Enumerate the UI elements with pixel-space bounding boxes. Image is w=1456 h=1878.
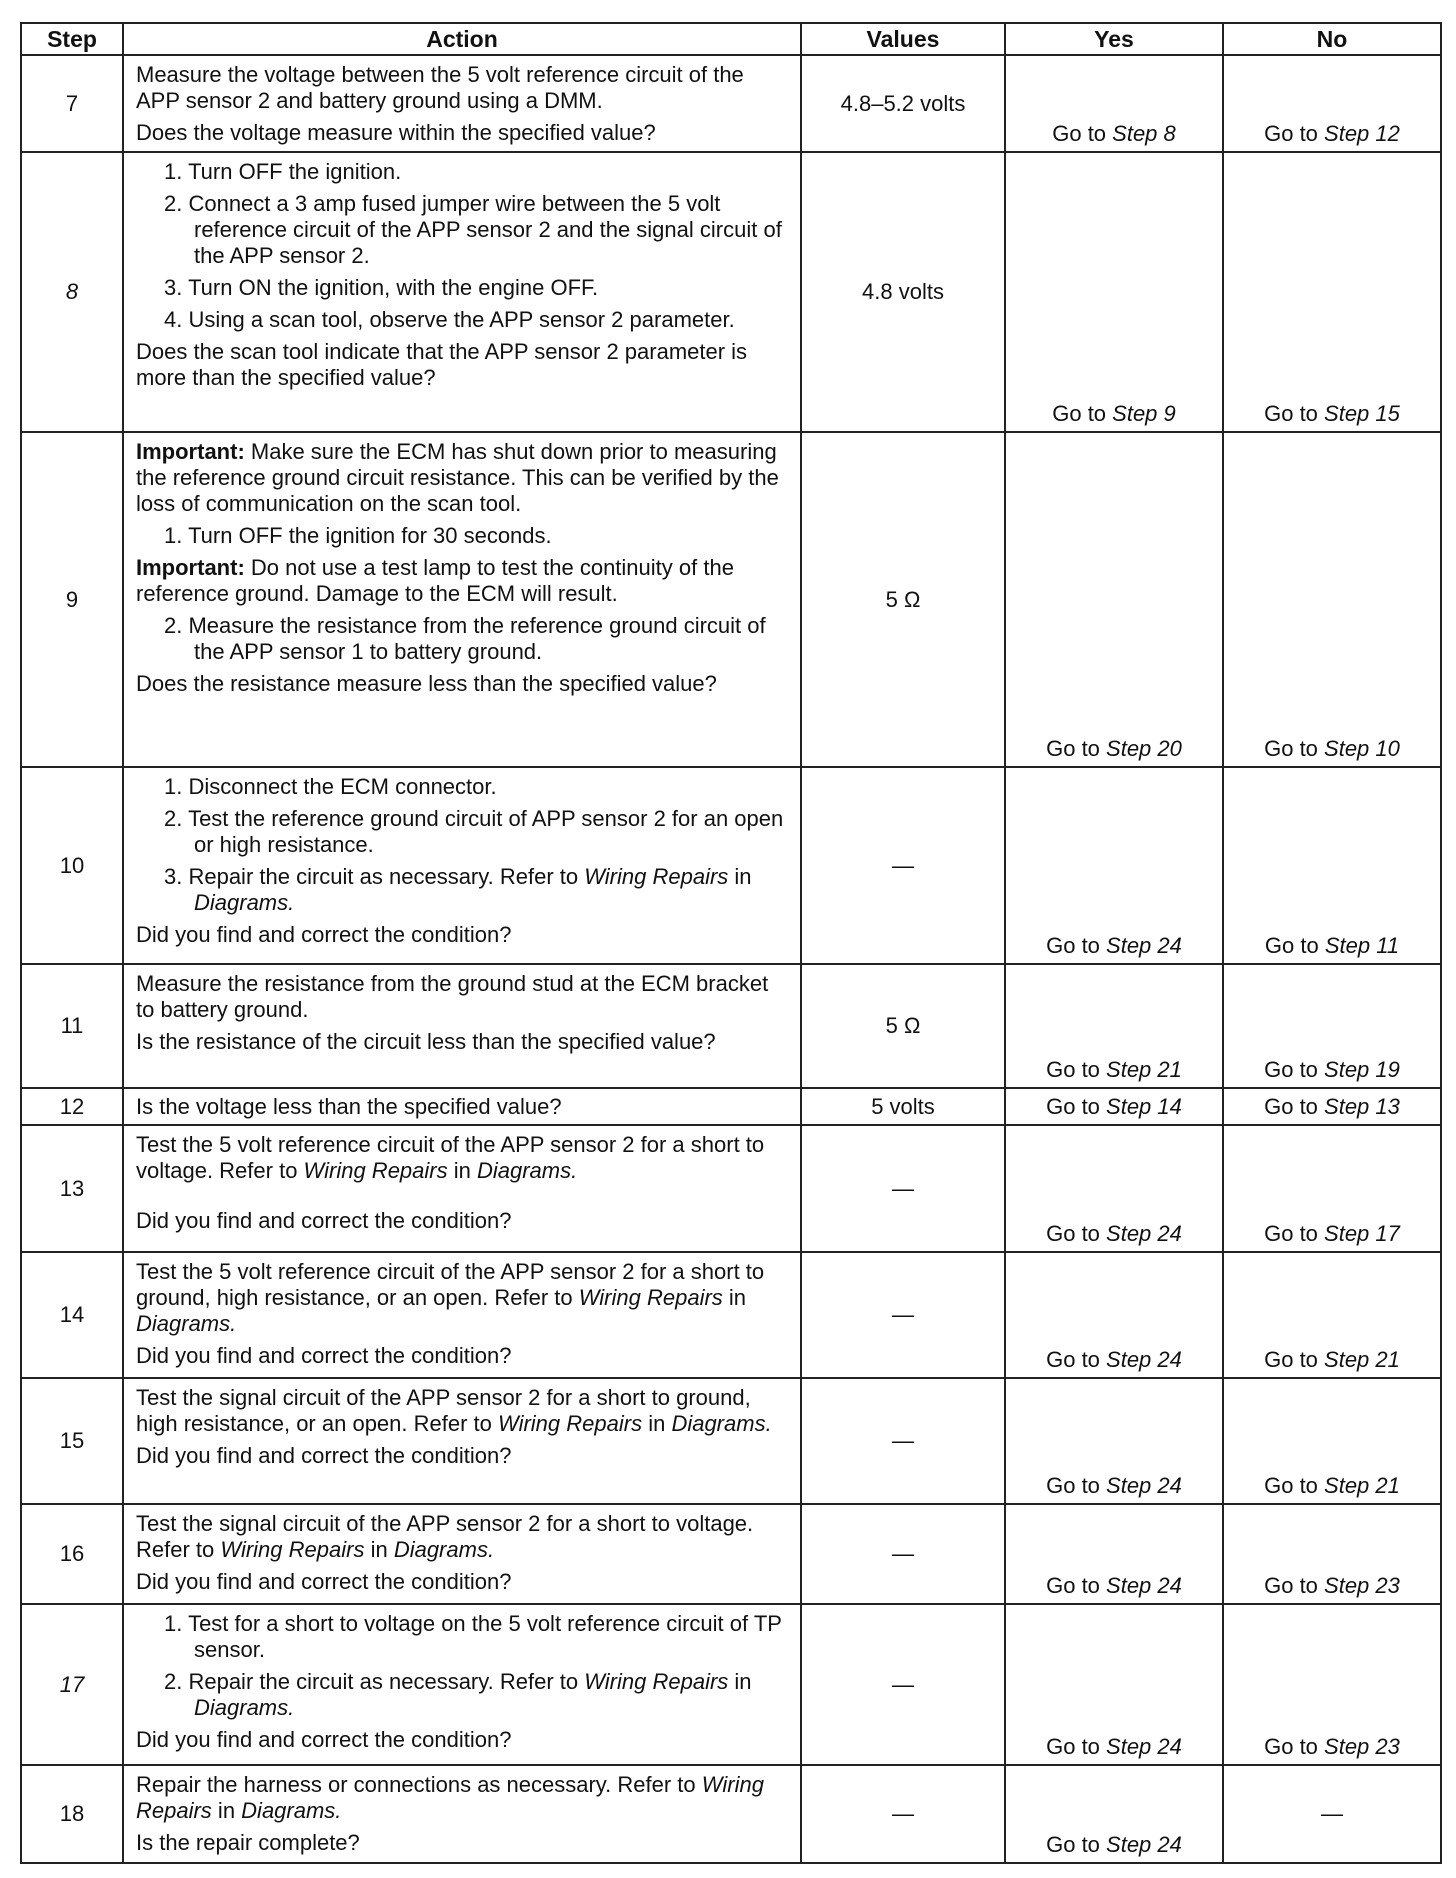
action-cell — [123, 1378, 801, 1504]
header-no: No — [1223, 23, 1441, 55]
table-row-step-13 — [21, 1125, 1441, 1252]
no-step-link: Step 21 — [1324, 1473, 1400, 1498]
step-number: 18 — [21, 1765, 123, 1863]
action-text-body: Test the 5 volt reference circuit of the APP sensor 2 for a short to ground, high resistance, or an open. Refer to — [136, 1259, 765, 1310]
action-text-body: Test the signal circuit of the APP sensor 2 for a short to ground, high resistance, or an open. Refer to — [136, 1385, 751, 1436]
yes-step-link: Step 9 — [1112, 401, 1176, 426]
value-cell: 5 Ω — [801, 964, 1005, 1088]
value-cell: 5 volts — [801, 1088, 1005, 1125]
action-step-2: 2. Connect a 3 amp fused jumper wire between the 5 volt reference circuit of the APP sensor 2 and the signal circuit of the APP sensor 2. — [164, 191, 782, 268]
action-cell — [123, 152, 801, 432]
no-step-link: Step 15 — [1324, 401, 1400, 426]
ref-connector: in — [364, 1537, 394, 1562]
wiring-repairs-ref: Wiring Repairs — [303, 1158, 448, 1183]
step-number: 12 — [21, 1088, 123, 1125]
action-step-3 — [136, 864, 790, 916]
yes-cell — [1005, 432, 1223, 767]
no-cell — [1223, 767, 1441, 964]
no-step-link: Step 23 — [1324, 1734, 1400, 1759]
no-step-link: Step 10 — [1324, 736, 1400, 761]
yes-step-link: Step 24 — [1106, 1347, 1182, 1372]
action-step-3: 3. Turn ON the ignition, with the engine OFF. — [164, 275, 599, 300]
action-question: Did you find and correct the condition? — [136, 922, 512, 947]
wiring-repairs-ref: Wiring Repairs — [220, 1537, 365, 1562]
yes-prefix: Go to — [1046, 1347, 1107, 1372]
no-step-link: Step 19 — [1324, 1057, 1400, 1082]
yes-prefix: Go to — [1046, 1093, 1107, 1119]
diagrams-ref: Diagrams. — [241, 1798, 342, 1823]
no-cell — [1223, 1504, 1441, 1604]
table-row-step-11 — [21, 964, 1441, 1088]
no-step-link: Step 17 — [1324, 1221, 1400, 1246]
yes-prefix: Go to — [1046, 933, 1107, 958]
yes-prefix: Go to — [1052, 121, 1113, 146]
yes-cell — [1005, 55, 1223, 152]
yes-prefix: Go to — [1052, 401, 1113, 426]
no-prefix: Go to — [1264, 1347, 1325, 1372]
header-step: Step — [21, 23, 123, 55]
no-prefix: Go to — [1264, 1057, 1325, 1082]
action-question: Does the scan tool indicate that the APP sensor 2 parameter is more than the specified value? — [136, 339, 748, 390]
wiring-repairs-ref: Wiring Repairs — [578, 1285, 723, 1310]
important-label: Important: — [136, 439, 245, 464]
table-row-step-12 — [21, 1088, 1441, 1125]
step-number: 10 — [21, 767, 123, 964]
action-step-1: 1. Turn OFF the ignition. — [164, 159, 402, 184]
action-text: Measure the voltage between the 5 volt reference circuit of the APP sensor 2 and battery ground using a DMM. — [136, 62, 744, 113]
action-cell — [123, 767, 801, 964]
action-cell — [123, 1504, 801, 1604]
action-text: Measure the resistance from the ground stud at the ECM bracket to battery ground. — [136, 971, 769, 1022]
action-text — [136, 1385, 790, 1437]
action-cell — [123, 1765, 801, 1863]
no-cell — [1223, 1604, 1441, 1765]
no-cell: — — [1223, 1765, 1441, 1863]
table-row-step-9 — [21, 432, 1441, 767]
no-step-link: Step 13 — [1324, 1093, 1400, 1119]
yes-step-link: Step 8 — [1112, 121, 1176, 146]
no-step-link: Step 11 — [1324, 933, 1400, 958]
header-values: Values — [801, 23, 1005, 55]
action-question: Does the voltage measure within the specified value? — [136, 120, 656, 145]
diagrams-ref: Diagrams. — [393, 1537, 495, 1562]
important-note-2 — [136, 555, 790, 607]
yes-step-link: Step 21 — [1106, 1057, 1182, 1082]
ref-connector: in — [211, 1798, 242, 1823]
step-number: 14 — [21, 1252, 123, 1378]
wiring-repairs-ref: Wiring Repairs — [584, 864, 729, 889]
yes-prefix: Go to — [1046, 1057, 1107, 1082]
table-row-step-18 — [21, 1765, 1441, 1863]
step-number: 9 — [21, 432, 123, 767]
no-cell — [1223, 1125, 1441, 1252]
action-cell — [123, 964, 801, 1088]
action-text-body: Repair the harness or connections as necessary. Refer to — [136, 1772, 702, 1797]
table-row-step-8 — [21, 152, 1441, 432]
yes-prefix: Go to — [1046, 1734, 1107, 1759]
yes-prefix: Go to — [1046, 736, 1107, 761]
no-prefix: Go to — [1264, 1093, 1325, 1119]
no-step-link: Step 23 — [1324, 1573, 1400, 1598]
yes-step-link: Step 24 — [1106, 933, 1182, 958]
ref-connector: in — [728, 1669, 752, 1694]
no-prefix: Go to — [1264, 401, 1325, 426]
table-row-step-10 — [21, 767, 1441, 964]
action-text — [136, 1772, 790, 1824]
step-number: 8 — [21, 152, 123, 432]
yes-cell — [1005, 152, 1223, 432]
action-step-2: 2. Measure the resistance from the reference ground circuit of the APP sensor 1 to battery ground. — [164, 613, 766, 664]
no-cell — [1223, 1378, 1441, 1504]
wiring-repairs-ref: Wiring Repairs — [136, 1772, 764, 1823]
step-number: 11 — [21, 964, 123, 1088]
action-cell — [123, 1604, 801, 1765]
action-text — [136, 1259, 790, 1337]
yes-step-link: Step 24 — [1106, 1473, 1182, 1498]
no-prefix: Go to — [1264, 1473, 1325, 1498]
yes-step-link: Step 24 — [1106, 1832, 1182, 1857]
value-cell: — — [801, 1504, 1005, 1604]
important-label: Important: — [136, 555, 245, 580]
action-step-1: 1. Test for a short to voltage on the 5 volt reference circuit of TP sensor. — [164, 1611, 782, 1662]
table-row-step-14 — [21, 1252, 1441, 1378]
diagrams-ref: Diagrams. — [136, 1311, 237, 1336]
action-question: Did you find and correct the condition? — [136, 1727, 512, 1752]
action-cell — [123, 1252, 801, 1378]
no-cell — [1223, 1088, 1441, 1125]
ref-connector: in — [447, 1158, 477, 1183]
yes-prefix: Go to — [1046, 1221, 1107, 1246]
diagrams-ref: Diagrams. — [671, 1411, 772, 1436]
action-question: Is the voltage less than the specified value? — [136, 1093, 562, 1119]
yes-cell — [1005, 1604, 1223, 1765]
yes-cell — [1005, 1125, 1223, 1252]
action-text — [136, 1132, 790, 1184]
action-text — [136, 1511, 790, 1563]
no-step-link: Step 21 — [1324, 1347, 1400, 1372]
action-step-text: 2. Repair the circuit as necessary. Refer to — [164, 1669, 585, 1694]
step-number: 15 — [21, 1378, 123, 1504]
step-number: 7 — [21, 55, 123, 152]
diagnostic-table — [20, 22, 1442, 1864]
no-cell — [1223, 55, 1441, 152]
yes-cell — [1005, 964, 1223, 1088]
yes-cell — [1005, 767, 1223, 964]
no-prefix: Go to — [1264, 933, 1325, 958]
value-cell: — — [801, 1125, 1005, 1252]
value-cell: — — [801, 1765, 1005, 1863]
value-cell: 4.8–5.2 volts — [801, 55, 1005, 152]
header-yes: Yes — [1005, 23, 1223, 55]
yes-cell — [1005, 1252, 1223, 1378]
no-prefix: Go to — [1264, 1573, 1325, 1598]
no-step-link: Step 12 — [1324, 121, 1400, 146]
yes-step-link: Step 24 — [1106, 1734, 1182, 1759]
important-text: Do not use a test lamp to test the continuity of the reference ground. Damage to the ECM will result. — [136, 555, 734, 606]
no-cell — [1223, 432, 1441, 767]
ref-connector: in — [722, 1285, 747, 1310]
action-step-2: 2. Test the reference ground circuit of APP sensor 2 for an open or high resistance. — [164, 806, 784, 857]
no-cell — [1223, 152, 1441, 432]
yes-cell — [1005, 1765, 1223, 1863]
action-step-1: 1. Disconnect the ECM connector. — [164, 774, 497, 799]
ref-connector: in — [728, 864, 752, 889]
action-question: Did you find and correct the condition? — [136, 1443, 512, 1468]
action-cell — [123, 1125, 801, 1252]
action-step-1: 1. Turn OFF the ignition for 30 seconds. — [164, 523, 552, 548]
diagrams-ref: Diagrams. — [194, 890, 295, 915]
action-question: Did you find and correct the condition? — [136, 1569, 512, 1594]
value-cell: — — [801, 767, 1005, 964]
yes-prefix: Go to — [1046, 1573, 1107, 1598]
value-cell: — — [801, 1378, 1005, 1504]
diagrams-ref: Diagrams. — [194, 1695, 295, 1720]
table-row-step-15 — [21, 1378, 1441, 1504]
value-cell: 5 Ω — [801, 432, 1005, 767]
action-cell — [123, 432, 801, 767]
yes-cell — [1005, 1504, 1223, 1604]
action-question: Does the resistance measure less than the specified value? — [136, 671, 717, 696]
wiring-repairs-ref: Wiring Repairs — [584, 1669, 729, 1694]
yes-step-link: Step 24 — [1106, 1221, 1182, 1246]
no-cell — [1223, 1252, 1441, 1378]
header-row — [21, 23, 1441, 55]
table-row-step-17 — [21, 1604, 1441, 1765]
value-cell: — — [801, 1252, 1005, 1378]
action-question: Is the repair complete? — [136, 1830, 360, 1855]
yes-step-link: Step 20 — [1106, 736, 1182, 761]
yes-cell — [1005, 1378, 1223, 1504]
table-row-step-16 — [21, 1504, 1441, 1604]
step-number: 17 — [21, 1604, 123, 1765]
wiring-repairs-ref: Wiring Repairs — [498, 1411, 643, 1436]
action-text-body: Test the signal circuit of the APP sensor 2 for a short to voltage. Refer to — [136, 1511, 754, 1562]
yes-step-link: Step 24 — [1106, 1573, 1182, 1598]
header-action: Action — [123, 23, 801, 55]
important-note-1 — [136, 439, 790, 517]
action-step-2 — [136, 1669, 790, 1721]
action-step-text: 3. Repair the circuit as necessary. Refer to — [164, 864, 585, 889]
yes-prefix: Go to — [1046, 1473, 1107, 1498]
action-cell — [123, 1088, 801, 1125]
diagrams-ref: Diagrams. — [476, 1158, 578, 1183]
action-step-4: 4. Using a scan tool, observe the APP sensor 2 parameter. — [164, 307, 735, 332]
no-prefix: Go to — [1264, 1734, 1325, 1759]
table-row-step-7 — [21, 55, 1441, 152]
action-text-body: Test the 5 volt reference circuit of the APP sensor 2 for a short to voltage. Refer to — [136, 1132, 765, 1183]
yes-prefix: Go to — [1046, 1832, 1107, 1857]
no-prefix: Go to — [1264, 121, 1325, 146]
yes-cell — [1005, 1088, 1223, 1125]
action-question: Is the resistance of the circuit less than the specified value? — [136, 1029, 716, 1054]
step-number: 13 — [21, 1125, 123, 1252]
action-question: Did you find and correct the condition? — [136, 1208, 512, 1233]
yes-step-link: Step 14 — [1106, 1093, 1182, 1119]
important-text: Make sure the ECM has shut down prior to measuring the reference ground circuit resistance. This can be verified by the loss of communication on the scan tool. — [136, 439, 779, 516]
no-prefix: Go to — [1264, 1221, 1325, 1246]
value-cell: 4.8 volts — [801, 152, 1005, 432]
action-cell — [123, 55, 801, 152]
no-cell — [1223, 964, 1441, 1088]
action-question: Did you find and correct the condition? — [136, 1343, 512, 1368]
step-number: 16 — [21, 1504, 123, 1604]
value-cell: — — [801, 1604, 1005, 1765]
ref-connector: in — [642, 1411, 672, 1436]
no-prefix: Go to — [1264, 736, 1325, 761]
